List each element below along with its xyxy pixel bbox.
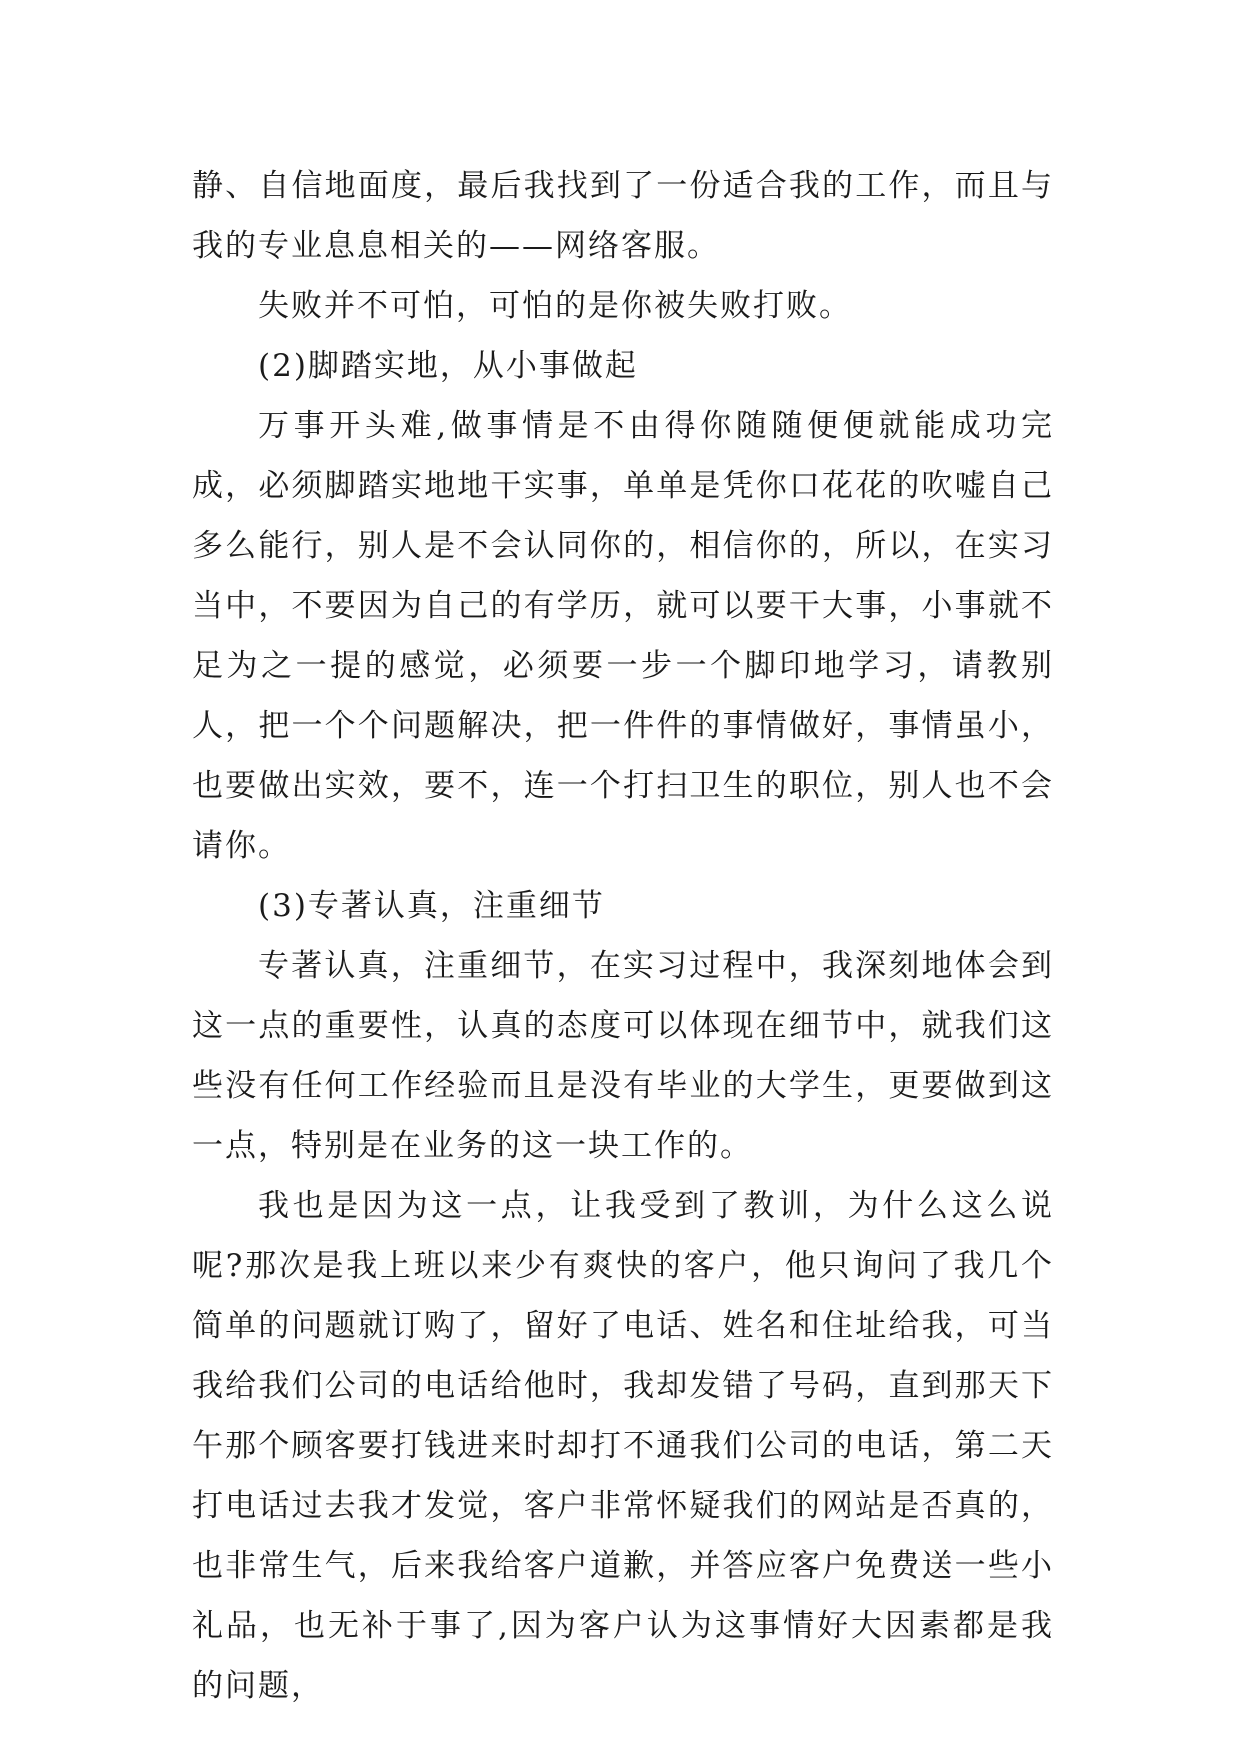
paragraph-down-to-earth: 万事开头难,做事情是不由得你随随便便就能成功完成，必须脚踏实地地干实事，单单是凭你口花花的吹嘘自己多么能行，别人是不会认同你的，相信你的，所以，在实习当中，不要因为自己的有学历，就可以要干大事，小事就不足为之一提的感觉，必须要一步一个脚印地学习，请教别人，把一个个问题解决，把一件件的事情做好，事情虽小，也要做出实效，要不，连一个打扫卫生的职位，别人也不会请你。 [192,408,1054,864]
section-heading-3: (3)专著认真，注重细节 [258,888,605,924]
section-heading-2: (2)脚踏实地，从小事做起 [258,348,638,384]
document-body [192,156,1054,1716]
paragraph-lesson: 我也是因为这一点，让我受到了教训，为什么这么说呢?那次是我上班以来少有爽快的客户，他只询问了我几个简单的问题就订购了，留好了电话、姓名和住址给我，可当我给我们公司的电话给他时，我却发错了号码，直到那天下午那个顾客要打钱进来时却打不通我们公司的电话，第二天打电话过去我才发觉，客户非常怀疑我们的网站是否真的，也非常生气，后来我给客户道歉，并答应客户免费送一些小礼品，也无补于事了,因为客户认为这事情好大因素都是我的问题， [192,1188,1054,1704]
paragraph-attention-detail: 专著认真，注重细节，在实习过程中，我深刻地体会到这一点的重要性，认真的态度可以体现在细节中，就我们这些没有任何工作经验而且是没有毕业的大学生，更要做到这一点，特别是在业务的这一块工作的。 [192,948,1054,1164]
paragraph-failure: 失败并不可怕，可怕的是你被失败打败。 [258,288,852,324]
paragraph-continuation: 静、自信地面度，最后我找到了一份适合我的工作，而且与我的专业息息相关的——网络客服。 [192,168,1054,264]
